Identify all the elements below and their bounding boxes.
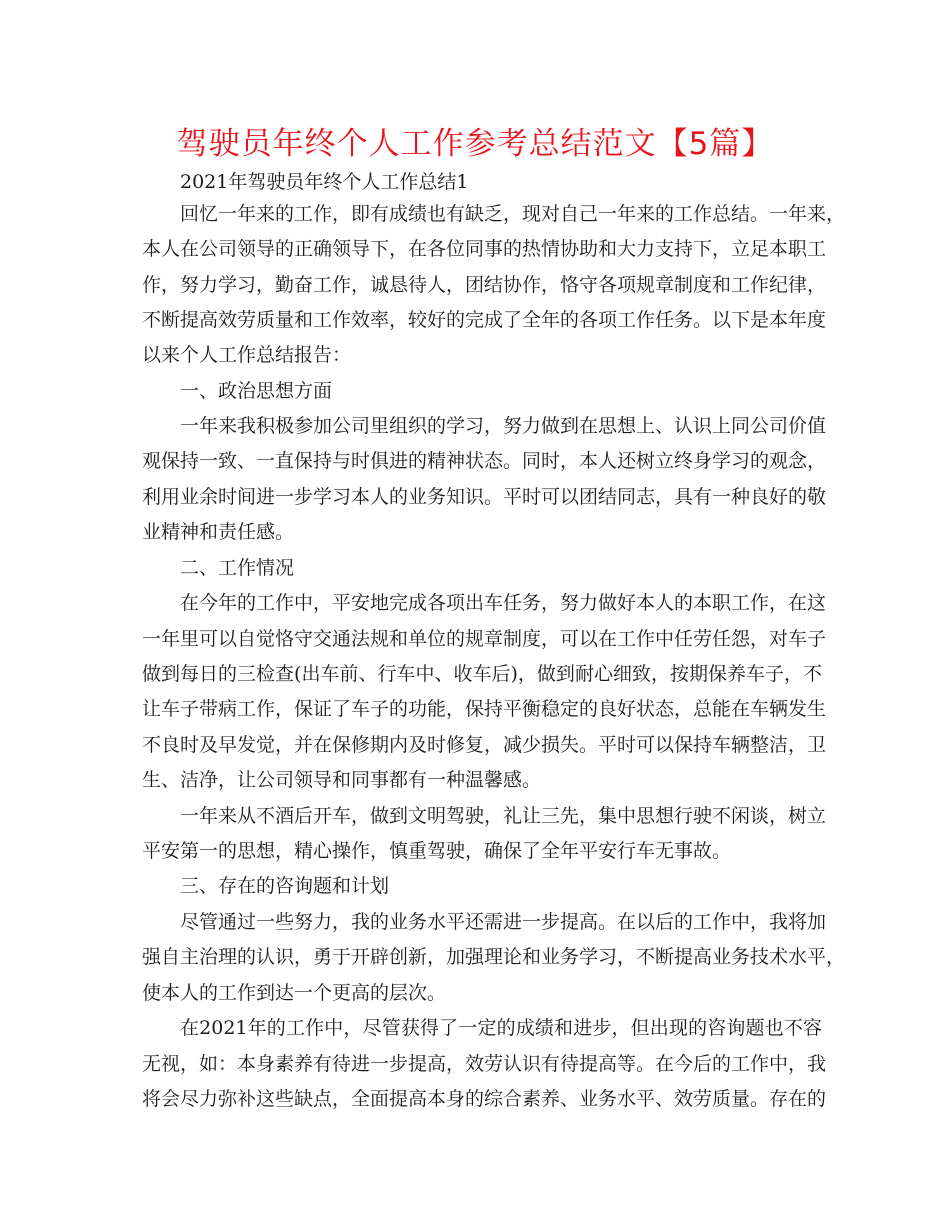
paragraph-line: 尽管通过一些努力，我的业务水平还需进一步提高。在以后的工作中，我将加 [180,911,827,933]
paragraph-line: 一年来我积极参加公司里组织的学习，努力做到在思想上、认识上同公司价值 [180,415,827,437]
paragraph-line: 使本人的工作到达一个更高的层次。 [142,982,447,1004]
subtitle-line: 2021年驾驶员年终个人工作总结1 [180,171,469,193]
paragraph-line: 不断提高效劳质量和工作效率，较好的完成了全年的各项工作任务。以下是本年度 [142,309,827,331]
paragraph-line: 回忆一年来的工作，即有成绩也有缺乏，现对自己一年来的工作总结。一年来， [180,203,846,225]
paragraph-line: 平安第一的思想，精心操作，慎重驾驶，确保了全年平安行车无事故。 [142,840,732,862]
paragraph-line: 一年里可以自觉恪守交通法规和单位的规章制度，可以在工作中任劳任怨，对车子 [142,628,827,650]
paragraph-line: 在2021年的工作中，尽管获得了一定的成绩和进步，但出现的咨询题也不容 [180,1017,822,1039]
paragraph-line: 业精神和责任感。 [142,521,295,543]
section-heading: 二、工作情况 [180,557,295,579]
paragraph-line: 生、洁净，让公司领导和同事都有一种温馨感。 [142,769,542,791]
document-title: 驾驶员年终个人工作参考总结范文【5篇】 [176,126,774,162]
section-heading: 三、存在的咨询题和计划 [180,875,390,897]
paragraph-line: 让车子带病工作，保证了车子的功能，保持平衡稳定的良好状态，总能在车辆发生 [142,698,827,720]
paragraph-line: 本人在公司领导的正确领导下，在各位同事的热情协助和大力支持下，立足本职工 [142,238,827,260]
paragraph-line: 以来个人工作总结报告： [142,344,352,366]
paragraph-line: 一年来从不酒后开车，做到文明驾驶，礼让三先，集中思想行驶不闲谈，树立 [180,805,827,827]
paragraph-line: 将会尽力弥补这些缺点，全面提高本身的综合素养、业务水平、效劳质量。存在的 [142,1088,827,1110]
paragraph-line: 在今年的工作中，平安地完成各项出车任务，努力做好本人的本职工作，在这 [180,592,827,614]
paragraph-line: 作，努力学习，勤奋工作，诚恳待人，团结协作，恪守各项规章制度和工作纪律， [142,274,827,296]
paragraph-line: 观保持一致、一直保持与时俱进的精神状态。同时，本人还树立终身学习的观念， [142,450,827,472]
paragraph-line: 做到每日的三检查(出车前、行车中、收车后)，做到耐心细致，按期保养车子，不 [142,663,822,685]
paragraph-line: 不良时及早发觉，并在保修期内及时修复，减少损失。平时可以保持车辆整洁，卫 [142,734,827,756]
section-heading: 一、政治思想方面 [180,380,333,402]
paragraph-line: 利用业余时间进一步学习本人的业务知识。平时可以团结同志，具有一种良好的敬 [142,486,827,508]
paragraph-line: 无视，如：本身素养有待进一步提高，效劳认识有待提高等。在今后的工作中，我 [142,1053,827,1075]
paragraph-line: 强自主治理的认识，勇于开辟创新，加强理论和业务学习，不断提高业务技术水平， [142,946,846,968]
